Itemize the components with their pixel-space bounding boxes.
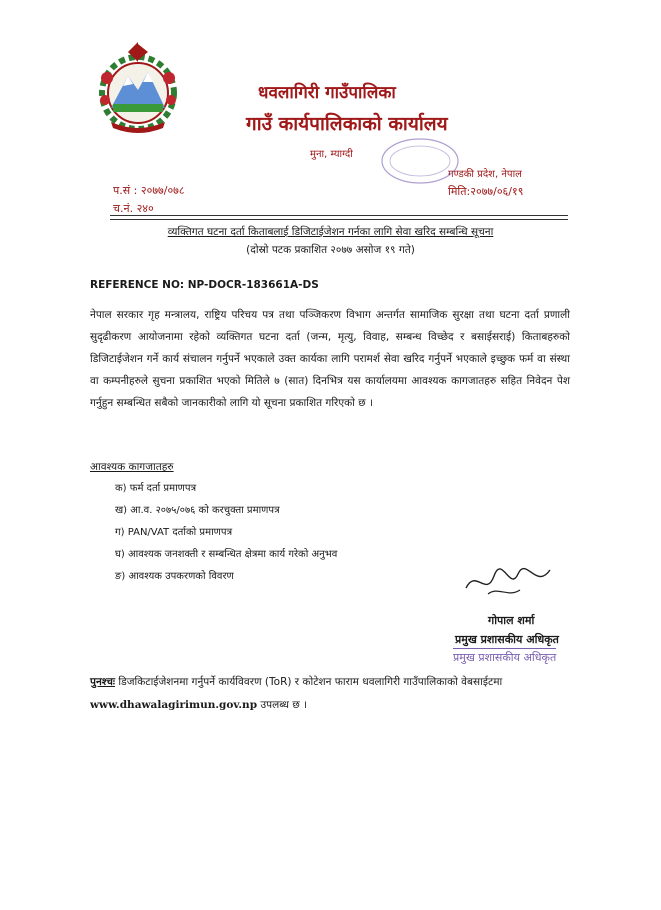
postscript-text: डिजकिटाईजेशनमा गर्नुपर्ने कार्यविवरण (ToR) र कोटेशन फाराम धवलागिरी गाउँपालिकाको वेबसाईटमा	[115, 676, 503, 688]
documents-title: आवश्यक कागजातहरु	[90, 461, 174, 473]
postscript-label: पुनश्चः	[90, 676, 116, 688]
reference-number-line: REFERENCE NO: NP-DOCR-183661A-DS	[90, 279, 319, 291]
signature-icon	[458, 562, 558, 602]
date: मिति:२०७७/०६/१९	[448, 185, 524, 198]
nepal-emblem-icon	[93, 38, 183, 138]
office-name: धवलागिरी गाउँपालिका	[258, 83, 396, 103]
notice-subnote: (दोस्रो पटक प्रकाशित २०७७ असोज १९ गते)	[246, 244, 415, 256]
postscript-text-end: उपलब्ध छ ।	[257, 699, 307, 711]
reference-number: च.नं. २४०	[113, 202, 154, 215]
address-left: मुना, म्याग्दी	[310, 149, 353, 160]
notice-subject: व्यक्तिगत घटना दर्ता किताबलाई डिजिटाईजेशन गर्नका लागि सेवा खरिद सम्बन्धि सूचना	[167, 226, 494, 238]
document-item: ख) आ.व. २०७५/०७६ को करचुक्ता प्रमाणपत्र	[115, 505, 280, 516]
reference-year: प.सं : २०७७/०७८	[113, 184, 185, 197]
notice-body: नेपाल सरकार गृह मन्त्रालय, राष्ट्रिय परिचय पत्र तथा पञ्जिकरण विभाग अन्तर्गत सामाजिक सुरक्षा तथा घटना दर्ता प्रणाली सुदृढीकरण आयोजनामा रहेको व्यक्तिगत घटना दर्ता (जन्म, मृत्यु, विवाह, सम्बन्ध विच्छेद र बसाईसराई) किताबहरुको डिजिटाईजेशन गर्ने कार्य संचालन गर्नुपर्ने भएकाले उक्त कार्यका लागि परामर्श सेवा खरिद गर्नुपर्ने भएकाले इच्छुक फर्म वा संस्था वा कम्पनीहरुले सुचना प्रकाशित भएको मितिले ७ (सात) दिनभित्र यस कार्यालयमा आवश्यक कागजातहरु सहित निवेदन पेश गर्नुहुन सम्बन्धित सबैको जानकारीको लागि यो सूचना प्रकाशित गरिएको छ ।	[90, 309, 570, 409]
postscript	[90, 671, 570, 717]
document-item: क) फर्म दर्ता प्रमाणपत्र	[115, 483, 197, 494]
header-rule	[110, 215, 568, 216]
official-stamp: प्रमुख प्रशासकीय अधिकृत	[453, 648, 556, 665]
office-seal-icon	[378, 134, 462, 188]
address-right: गण्डकी प्रदेश, नेपाल	[448, 169, 522, 180]
document-item: ग) PAN/VAT दर्ताको प्रमाणपत्र	[115, 527, 233, 538]
office-subtitle: गाउँ कार्यपालिकाको कार्यालय	[246, 113, 448, 135]
header-rule-thin	[110, 219, 568, 220]
signer-title: प्रमुख प्रशासकीय अधिकृत	[455, 633, 559, 646]
document-item: घ) आवश्यक जनशक्ती र सम्बन्धित क्षेत्रमा कार्य गरेको अनुभव	[115, 549, 338, 560]
signer-name: गोपाल शर्मा	[488, 614, 535, 627]
website-link[interactable]: www.dhawalagirimun.gov.np	[90, 699, 258, 711]
documents-list	[115, 478, 337, 588]
document-item: ङ) आवश्यक उपकरणको विवरण	[115, 571, 234, 582]
